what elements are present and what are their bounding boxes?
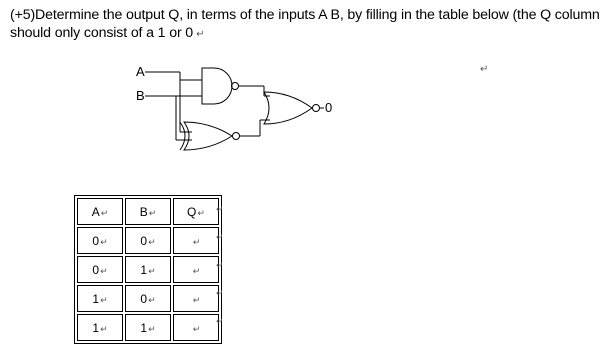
cell-mark-icon: ↵ (148, 236, 156, 247)
cell-a (77, 256, 123, 283)
row-end-mark-icon: ↵ (216, 288, 224, 298)
nand-bubble (232, 83, 239, 90)
cell-b-value: 0 (140, 233, 148, 248)
nand-gate (202, 68, 232, 104)
cell-q[interactable] (173, 256, 219, 283)
cell-mark-icon: ↵ (100, 236, 108, 247)
cell-q[interactable] (173, 285, 219, 312)
cell-q[interactable] (173, 314, 219, 341)
cell-b (125, 314, 171, 341)
cell-mark-icon: ↵ (100, 323, 108, 334)
header-q-label: Q (187, 204, 197, 219)
cell-mark-icon: ↵ (148, 294, 156, 305)
table-row (77, 227, 219, 254)
cell-mark-icon: ↵ (148, 323, 156, 334)
header-a (77, 198, 123, 225)
cell-a (77, 227, 123, 254)
table-row (77, 314, 219, 341)
cell-a (77, 314, 123, 341)
question-line-2 (10, 24, 606, 44)
paragraph-mark-icon: ↵ (196, 29, 205, 40)
cell-a-value: 1 (92, 320, 100, 335)
header-a-label: A (91, 204, 100, 219)
cell-mark-icon: ↵ (192, 236, 201, 247)
xnor-gate (184, 122, 232, 150)
row-end-mark-icon: ↵ (216, 260, 224, 270)
cell-b (125, 285, 171, 312)
cell-mark-icon: ↵ (100, 294, 108, 305)
header-b (125, 198, 171, 225)
truth-table (74, 195, 222, 344)
cell-a-value: 0 (92, 262, 100, 277)
cell-a-value: 1 (92, 291, 100, 306)
cell-b (125, 256, 171, 283)
input-b-label: B (136, 88, 145, 103)
cell-b-value: 1 (140, 262, 148, 277)
circuit-wiring (128, 60, 348, 160)
row-end-mark-icon: ↵ (216, 316, 224, 326)
xnor-bubble (233, 133, 240, 140)
cell-mark-icon: ↵ (148, 265, 156, 276)
cell-mark-icon: ↵ (197, 207, 205, 218)
cell-mark-icon: ↵ (100, 207, 109, 218)
cell-mark-icon: ↵ (192, 294, 201, 305)
cell-b-value: 0 (140, 291, 148, 306)
cell-b-value: 1 (140, 320, 148, 335)
question-line-2-text: should only consist of a 1 or 0 (10, 25, 194, 41)
row-end-mark-icon: ↵ (216, 232, 224, 242)
cell-a (77, 285, 123, 312)
header-b-label: B (139, 204, 148, 219)
table-header-row (77, 198, 219, 225)
cell-b (125, 227, 171, 254)
row-end-mark-icon: ↵ (216, 204, 224, 214)
cell-a-value: 0 (92, 233, 100, 248)
question-text (10, 6, 606, 44)
logic-circuit-diagram (128, 60, 348, 160)
cell-mark-icon: ↵ (192, 265, 201, 276)
table-row (77, 256, 219, 283)
cell-mark-icon: ↵ (192, 323, 201, 334)
header-q (173, 198, 219, 225)
xnor-extra-curve (180, 122, 185, 150)
cell-mark-icon: ↵ (100, 265, 108, 276)
output-label: 0 (325, 100, 333, 115)
input-a-label: A (136, 64, 145, 79)
table-row (77, 285, 219, 312)
cell-mark-icon: ↵ (148, 207, 157, 218)
nor-bubble (313, 105, 320, 112)
nor-gate (264, 92, 312, 124)
question-line-1: (+5)Determine the output Q, in terms of the inputs A B, by filling in the table below (the Q column (10, 7, 600, 23)
paragraph-mark-icon: ↵ (480, 64, 489, 75)
cell-q[interactable] (173, 227, 219, 254)
